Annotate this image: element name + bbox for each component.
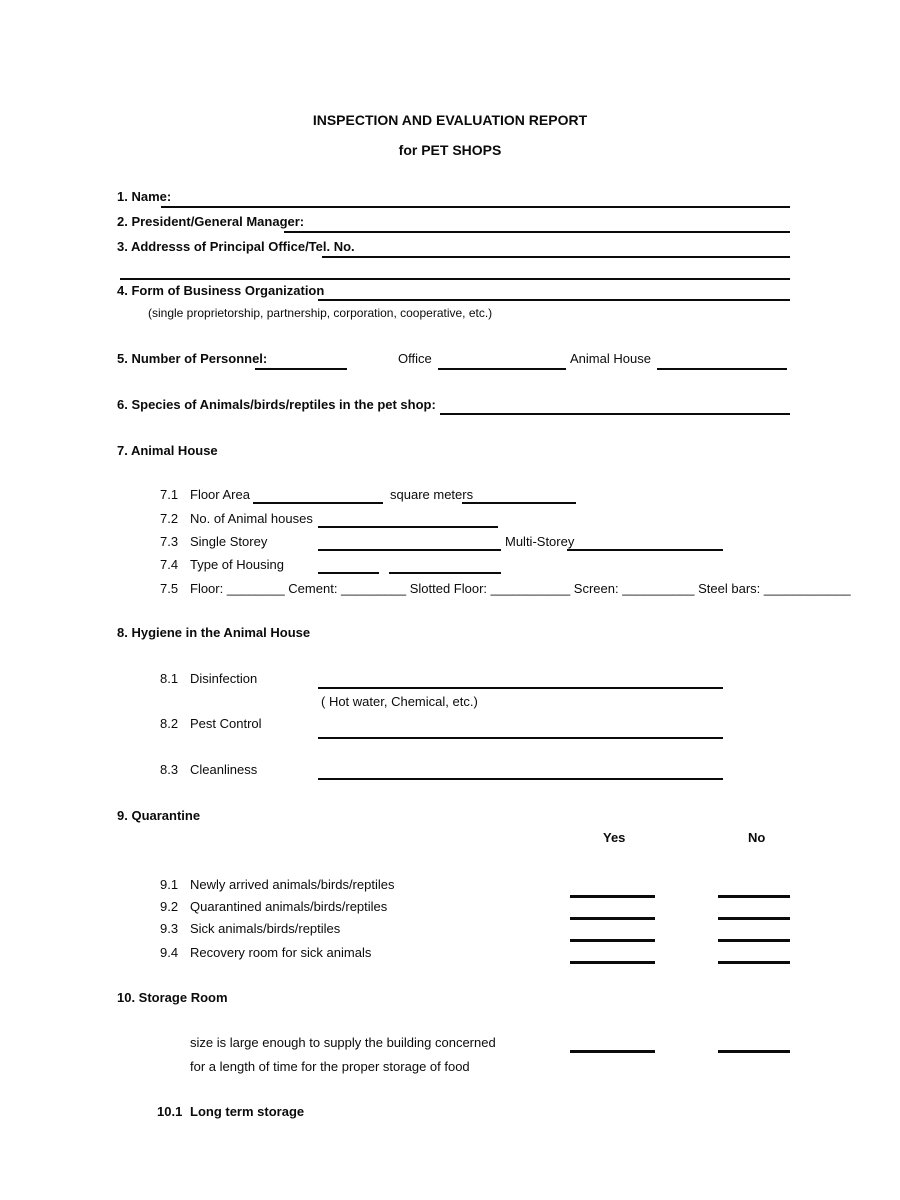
cleanliness-line xyxy=(318,778,723,780)
label-floor-area: Floor Area xyxy=(190,487,250,502)
label-quarantined: Quarantined animals/birds/reptiles xyxy=(190,899,388,914)
single-storey-line xyxy=(318,549,501,551)
section-7-heading: 7. Animal House xyxy=(117,443,218,458)
q93-no-line xyxy=(718,939,790,942)
label-single-storey: Single Storey xyxy=(190,534,268,549)
label-cleanliness: Cleanliness xyxy=(190,762,258,777)
label-sick-animals: Sick animals/birds/reptiles xyxy=(190,921,341,936)
disinfection-note: ( Hot water, Chemical, etc.) xyxy=(321,694,478,709)
label-pest-control: Pest Control xyxy=(190,716,262,731)
label-animal-house-count: Animal House xyxy=(570,351,651,366)
q91-yes-line xyxy=(570,895,655,898)
item-7-2-number: 7.2 xyxy=(160,511,179,526)
label-recovery-room: Recovery room for sick animals xyxy=(190,945,372,960)
label-square-meters: square meters xyxy=(390,487,474,502)
item-9-4-number: 9.4 xyxy=(160,945,179,960)
section-10-heading: 10. Storage Room xyxy=(117,990,228,1005)
label-address: 3. Addresss of Principal Office/Tel. No. xyxy=(117,239,355,254)
no-of-animal-houses-line xyxy=(318,526,498,528)
address-field-line-1 xyxy=(322,256,790,258)
item-10-1-number: 10.1 xyxy=(157,1104,183,1119)
label-business-organization: 4. Form of Business Organization xyxy=(117,283,325,298)
type-of-housing-line-2 xyxy=(389,572,501,574)
column-header-no: No xyxy=(748,830,766,845)
column-header-yes: Yes xyxy=(603,830,626,845)
item-8-3-number: 8.3 xyxy=(160,762,179,777)
multi-storey-line xyxy=(567,549,723,551)
address-field-line-2 xyxy=(120,278,790,280)
item-8-2-number: 8.2 xyxy=(160,716,179,731)
storage-room-desc-line-2: for a length of time for the proper storage of food xyxy=(190,1059,470,1074)
species-field-line xyxy=(440,413,790,415)
q94-yes-line xyxy=(570,961,655,964)
storage-room-desc-line-1: size is large enough to supply the building concerned xyxy=(190,1035,496,1050)
square-meters-line xyxy=(462,502,576,504)
item-7-3-number: 7.3 xyxy=(160,534,179,549)
animal-house-count-line xyxy=(657,368,787,370)
q94-no-line xyxy=(718,961,790,964)
item-8-1-number: 8.1 xyxy=(160,671,179,686)
storage-no-line xyxy=(718,1050,790,1053)
business-organization-field-line xyxy=(318,299,790,301)
name-field-line xyxy=(161,206,790,208)
pest-control-line xyxy=(318,737,723,739)
label-type-of-housing: Type of Housing xyxy=(190,557,284,572)
business-organization-note: (single proprietorship, partnership, corporation, cooperative, etc.) xyxy=(148,306,493,320)
label-long-term-storage: Long term storage xyxy=(190,1104,305,1119)
type-of-housing-line-1 xyxy=(318,572,379,574)
section-9-heading: 9. Quarantine xyxy=(117,808,201,823)
q92-no-line xyxy=(718,917,790,920)
disinfection-line xyxy=(318,687,723,689)
office-count-line xyxy=(438,368,566,370)
document-subtitle: for PET SHOPS xyxy=(398,142,502,158)
label-newly-arrived: Newly arrived animals/birds/reptiles xyxy=(190,877,395,892)
label-multi-storey: Multi-Storey xyxy=(505,534,575,549)
label-number-of-personnel: 5. Number of Personnel: xyxy=(117,351,268,366)
item-7-5-number: 7.5 xyxy=(160,581,179,596)
storage-yes-line xyxy=(570,1050,655,1053)
item-9-2-number: 9.2 xyxy=(160,899,179,914)
item-7-1-number: 7.1 xyxy=(160,487,179,502)
personnel-count-line xyxy=(255,368,347,370)
label-disinfection: Disinfection xyxy=(190,671,258,686)
floor-area-line xyxy=(253,502,383,504)
president-manager-field-line xyxy=(284,231,790,233)
item-7-4-number: 7.4 xyxy=(160,557,179,572)
label-no-of-animal-houses: No. of Animal houses xyxy=(190,511,313,526)
label-president-manager: 2. President/General Manager: xyxy=(117,214,305,229)
item-9-1-number: 9.1 xyxy=(160,877,179,892)
label-name: 1. Name: xyxy=(117,189,172,204)
q93-yes-line xyxy=(570,939,655,942)
label-species: 6. Species of Animals/birds/reptiles in the pet shop: xyxy=(117,397,436,412)
floor-types-row: Floor: ________ Cement: _________ Slotted Floor: ___________ Screen: __________ Steel bars: ____________ xyxy=(190,581,851,596)
item-9-3-number: 9.3 xyxy=(160,921,179,936)
document-title: INSPECTION AND EVALUATION REPORT xyxy=(312,112,588,128)
q92-yes-line xyxy=(570,917,655,920)
label-office: Office xyxy=(398,351,432,366)
section-8-heading: 8. Hygiene in the Animal House xyxy=(117,625,311,640)
q91-no-line xyxy=(718,895,790,898)
